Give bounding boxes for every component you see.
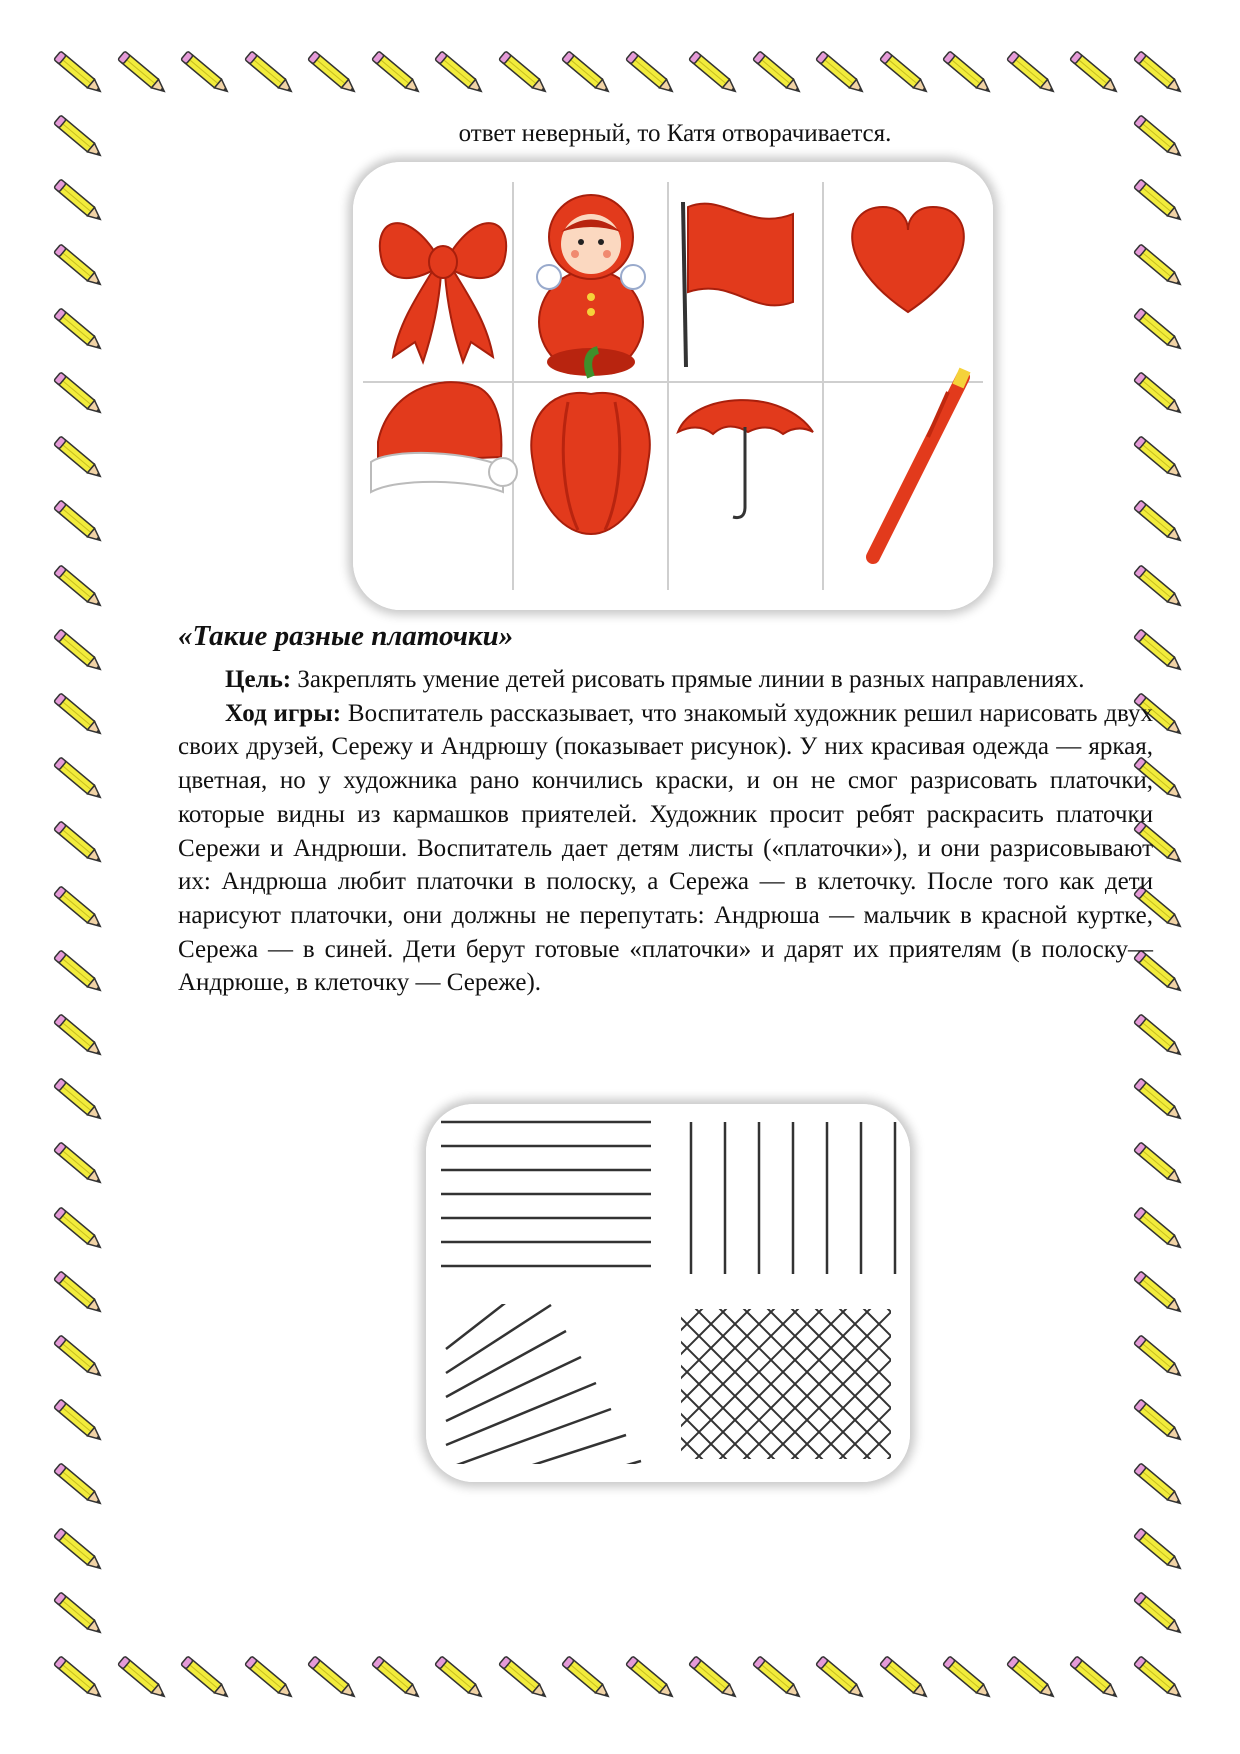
pencil-icon	[876, 45, 936, 105]
pencil-icon	[50, 302, 110, 362]
pencil-icon	[1130, 1650, 1190, 1710]
pencil-icon	[50, 559, 110, 619]
pencil-icon	[50, 623, 110, 683]
pencil-icon	[1130, 1008, 1190, 1068]
pencil-icon	[50, 430, 110, 490]
pencil-icon	[241, 1650, 301, 1710]
pencil-icon	[114, 1650, 174, 1710]
pencil-icon	[495, 1650, 555, 1710]
pencil-icon	[1130, 302, 1190, 362]
pencil-icon	[50, 815, 110, 875]
process-text: Воспитатель рассказывает, что знакомый художник решил нарисовать двух своих друзей, Сережу и Андрюшу (показывает рисунок). У них красивая одежда — яркая, цветная, но у художника рано кончились краски, и он не смог разрисовать платочки, которые видны из кармашков приятелей. Художник просит ребят раскрасить платочки Сережи и Андрюши. Воспитатель дает детям листы («платочки»), и они разрисовывают их: Андрюша любит платочки в полоску, а Сережа — в клеточку. После того как дети нарисуют платочки, они должны не перепутать: Андрюша — мальчик в красной куртке, Сережа — в синей. Дети берут готовые «платочки» и дарят их приятелям (в полоску—Андрюше, в клеточку — Сереже).	[178, 699, 1153, 997]
pencil-icon	[50, 173, 110, 233]
pencil-icon	[1066, 1650, 1126, 1710]
pencil-icon	[685, 45, 745, 105]
pencil-icon	[495, 45, 555, 105]
pencil-icon	[431, 1650, 491, 1710]
goal-label: Цель:	[225, 666, 292, 693]
pencil-icon	[622, 45, 682, 105]
pencil-icon	[1066, 45, 1126, 105]
goal-text: Закреплять умение детей рисовать прямые линии в разных направлениях.	[291, 666, 1085, 693]
scarf-patterns	[426, 1104, 910, 1482]
pencil-icon	[1130, 45, 1190, 105]
process-paragraph	[178, 697, 1153, 1000]
pencil-icon	[1130, 1457, 1190, 1517]
pencil-icon	[1130, 173, 1190, 233]
pencil-icon	[114, 45, 174, 105]
pencil-icon	[50, 880, 110, 940]
game-title: «Такие разные платочки»	[178, 620, 514, 652]
pencil-icon	[50, 109, 110, 169]
pencil-icon	[1130, 1072, 1190, 1132]
pencil-icon	[749, 45, 809, 105]
pencil-icon	[50, 1265, 110, 1325]
pencil-icon	[1130, 1393, 1190, 1453]
pencil-icon	[50, 1072, 110, 1132]
pencil-icon	[558, 1650, 618, 1710]
pencil-icon	[177, 1650, 237, 1710]
pencil-icon	[431, 45, 491, 105]
game-description	[178, 663, 1153, 1000]
pencil-icon	[50, 751, 110, 811]
pencil-icon	[1130, 559, 1190, 619]
pencil-icon	[685, 1650, 745, 1710]
pencil-icon	[50, 1650, 110, 1710]
pencil-icon	[50, 944, 110, 1004]
pencil-icon	[50, 1522, 110, 1582]
pencil-icon	[177, 45, 237, 105]
pencil-icon	[1130, 238, 1190, 298]
pencil-icon	[939, 45, 999, 105]
pencil-icon	[50, 687, 110, 747]
pencil-icon	[241, 45, 301, 105]
pencil-icon	[50, 1393, 110, 1453]
pencil-icon	[1130, 494, 1190, 554]
pencil-icon	[812, 45, 872, 105]
pencil-icon	[1130, 1586, 1190, 1646]
pencil-icon	[812, 1650, 872, 1710]
red-objects-card	[353, 162, 993, 610]
pencil-icon	[1130, 1201, 1190, 1261]
pencil-icon	[1003, 45, 1063, 105]
pencil-icon	[1130, 430, 1190, 490]
pencil-icon	[50, 1136, 110, 1196]
pencil-icon	[368, 45, 428, 105]
pencil-icon	[50, 45, 110, 105]
scarf-patterns-card	[426, 1104, 910, 1482]
intro-line: ответ неверный, то Катя отворачивается.	[458, 120, 892, 147]
pencil-icon	[558, 45, 618, 105]
pencil-icon	[50, 494, 110, 554]
goal-paragraph	[178, 663, 1153, 697]
pencil-icon	[304, 45, 364, 105]
red-objects-grid	[353, 162, 993, 610]
pencil-icon	[622, 1650, 682, 1710]
pencil-icon	[50, 366, 110, 426]
pencil-icon	[749, 1650, 809, 1710]
pencil-icon	[50, 1008, 110, 1068]
pencil-icon	[1130, 1522, 1190, 1582]
pencil-icon	[876, 1650, 936, 1710]
pencil-icon	[50, 1586, 110, 1646]
process-label: Ход игры:	[225, 699, 342, 727]
pencil-icon	[939, 1650, 999, 1710]
pencil-icon	[1130, 1136, 1190, 1196]
pencil-icon	[50, 238, 110, 298]
pencil-icon	[50, 1457, 110, 1517]
pencil-icon	[50, 1329, 110, 1389]
pencil-icon	[1130, 1329, 1190, 1389]
pencil-icon	[368, 1650, 428, 1710]
pencil-icon	[50, 1201, 110, 1261]
pencil-icon	[304, 1650, 364, 1710]
pencil-icon	[1003, 1650, 1063, 1710]
pencil-icon	[1130, 1265, 1190, 1325]
pencil-icon	[1130, 366, 1190, 426]
